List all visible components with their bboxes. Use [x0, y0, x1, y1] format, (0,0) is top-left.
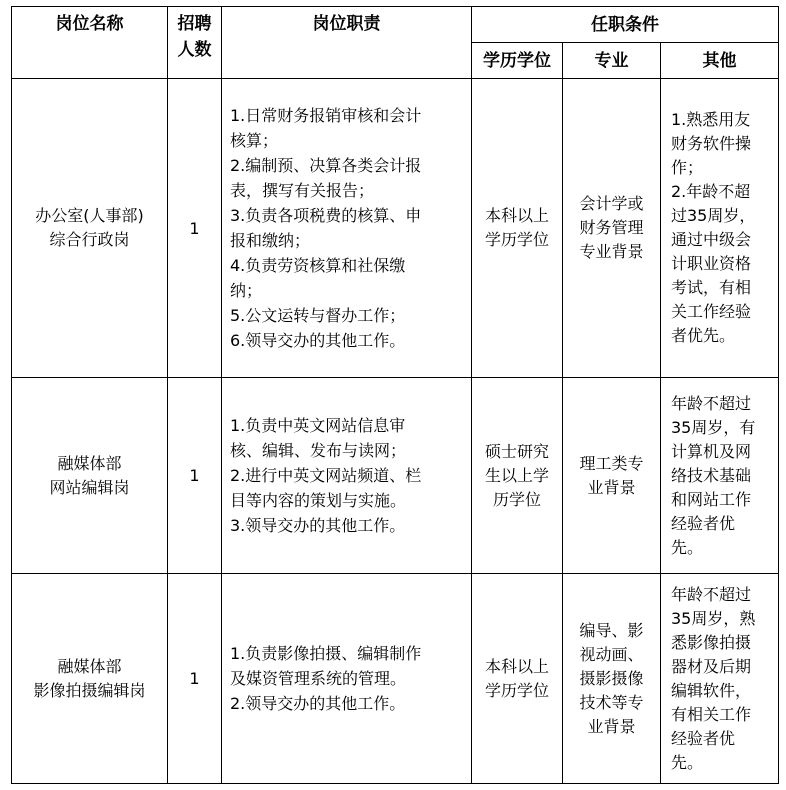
major-line: 专业背景	[579, 242, 644, 261]
major-line: 会计学或	[579, 194, 644, 213]
other-line: 器材及后期	[671, 656, 752, 676]
major-line: 业背景	[587, 716, 636, 736]
major-line: 摄影摄像	[579, 668, 644, 688]
duties-line: 2.进行中英文网站频道、栏	[230, 466, 422, 485]
position-cell	[12, 574, 168, 784]
major-cell	[563, 378, 661, 574]
major-line: 理工类专	[579, 453, 644, 473]
duties-line: 表，撰写有关报告；	[230, 181, 375, 200]
other-cell	[661, 378, 779, 574]
other-line: 财务软件操	[671, 134, 752, 153]
duties-line: 6.领导交办的其他工作。	[230, 331, 406, 350]
education-cell	[472, 574, 563, 784]
other-line: 计职业资格	[671, 254, 752, 273]
recruitment-table	[11, 6, 779, 784]
count-cell: 1	[168, 574, 222, 784]
count-cell: 1	[168, 378, 222, 574]
duties-line: 2.编制预、决算各类会计报	[230, 156, 422, 175]
table-row	[12, 378, 779, 574]
header-count	[168, 7, 222, 79]
education-line: 学历学位	[484, 230, 549, 249]
duties-line: 2.领导交办的其他工作。	[230, 694, 406, 713]
header-other: 其他	[661, 43, 779, 79]
count-cell: 1	[168, 79, 222, 378]
other-line: 络技术基础	[671, 465, 752, 485]
header-duties: 岗位职责	[222, 7, 472, 79]
other-line: 计算机及网	[671, 441, 752, 461]
position-line: 综合行政岗	[49, 230, 130, 249]
duties-line: 4.负责劳资核算和社保缴	[230, 256, 406, 275]
other-line: 通过中级会	[671, 230, 752, 249]
position-line: 办公室(人事部)	[35, 206, 144, 225]
other-line: 悉影像拍摄	[671, 632, 752, 652]
header-major: 专业	[563, 43, 661, 79]
other-line: 先。	[671, 537, 704, 557]
position-line: 融媒体部	[57, 453, 122, 473]
other-line: 考试，有相	[671, 278, 752, 297]
header-count-line1: 招聘	[177, 14, 212, 34]
position-line: 融媒体部	[57, 656, 122, 676]
education-line: 本科以上	[484, 656, 549, 676]
position-line: 影像拍摄编辑岗	[33, 680, 146, 700]
other-line: 关工作经验	[671, 302, 752, 321]
education-cell	[472, 79, 563, 378]
education-line: 硕士研究	[484, 441, 549, 461]
position-cell	[12, 79, 168, 378]
other-line: 者优先。	[671, 326, 736, 345]
education-line: 历学位	[492, 489, 541, 509]
other-cell	[661, 574, 779, 784]
major-line: 编导、影	[579, 620, 644, 640]
table-row	[12, 574, 779, 784]
major-line: 业背景	[587, 477, 636, 497]
duties-line: 核算；	[230, 131, 279, 150]
table-row	[12, 79, 779, 378]
other-line: 35周岁，有	[671, 417, 756, 437]
duties-cell	[222, 79, 472, 378]
duties-line: 目等内容的策划与实施。	[230, 491, 407, 510]
major-line: 视动画、	[579, 644, 644, 664]
duties-cell	[222, 378, 472, 574]
duties-line: 3.领导交办的其他工作。	[230, 516, 406, 535]
education-line: 本科以上	[484, 206, 549, 225]
other-line: 有相关工作	[671, 704, 752, 724]
other-line: 年龄不超过	[671, 393, 752, 413]
position-cell	[12, 378, 168, 574]
header-count-line2: 人数	[177, 40, 212, 60]
other-cell	[661, 79, 779, 378]
major-line: 财务管理	[579, 218, 644, 237]
duties-line: 3.负责各项税费的核算、申	[230, 206, 422, 225]
duties-cell	[222, 574, 472, 784]
major-line: 技术等专	[579, 692, 644, 712]
duties-line: 核、编辑、发布与读网；	[230, 441, 407, 460]
other-line: 和网站工作	[671, 489, 752, 509]
duties-line: 报和缴纳；	[230, 231, 311, 250]
other-line: 1.熟悉用友	[671, 110, 751, 129]
duties-line: 5.公文运转与督办工作；	[230, 306, 406, 325]
other-line: 经验者优	[671, 513, 736, 533]
other-line: 年龄不超过	[671, 584, 752, 604]
other-line: 编辑软件，	[671, 680, 752, 700]
position-line: 网站编辑岗	[49, 477, 130, 497]
header-requirements: 任职条件	[472, 7, 779, 43]
duties-line: 纳；	[230, 281, 263, 300]
education-line: 学历学位	[484, 680, 549, 700]
major-cell	[563, 79, 661, 378]
other-line: 过35周岁，	[671, 206, 756, 225]
major-cell	[563, 574, 661, 784]
other-line: 先。	[671, 752, 704, 772]
other-line: 2.年龄不超	[671, 182, 751, 201]
other-line: 经验者优	[671, 728, 736, 748]
duties-line: 1.负责中英文网站信息审	[230, 416, 406, 435]
header-education: 学历学位	[472, 43, 563, 79]
other-line: 作；	[671, 158, 704, 177]
duties-line: 1.日常财务报销审核和会计	[230, 106, 422, 125]
education-line: 生以上学	[484, 465, 549, 485]
duties-line: 1.负责影像拍摄、编辑制作	[230, 644, 422, 663]
header-position: 岗位名称	[12, 7, 168, 79]
education-cell	[472, 378, 563, 574]
other-line: 35周岁，熟	[671, 608, 756, 628]
duties-line: 及媒资管理系统的管理。	[230, 669, 407, 688]
